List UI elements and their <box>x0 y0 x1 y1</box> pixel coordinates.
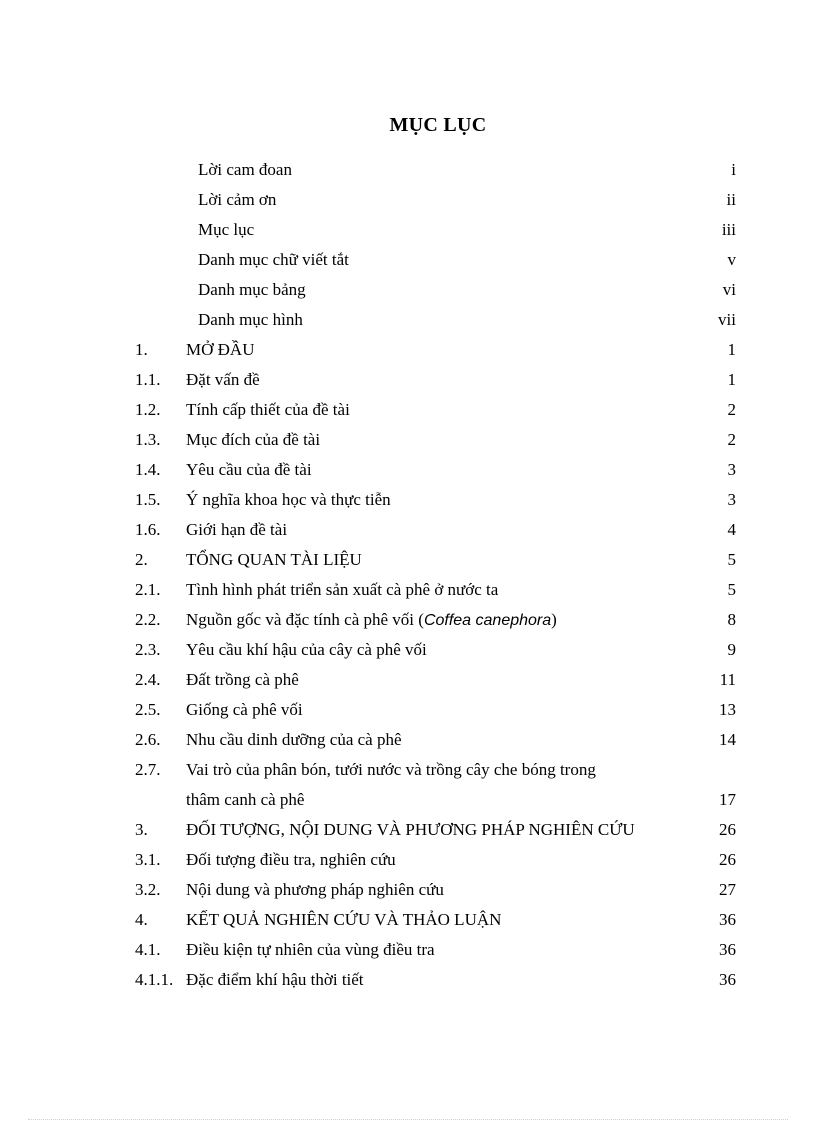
toc-entry <box>0 545 816 575</box>
toc-entry-page-number: 26 <box>719 850 736 869</box>
toc-entry <box>0 635 816 665</box>
toc-entry <box>0 575 816 605</box>
toc-entry <box>0 935 816 965</box>
toc-entry-title-text: Đối tượng điều tra, nghiên cứu <box>186 850 396 869</box>
toc-entry-title <box>186 605 557 636</box>
toc-entry-number: 2.4. <box>135 670 161 689</box>
page-bottom-divider <box>28 1119 788 1120</box>
toc-entry-title-text: Nguồn gốc và đặc tính cà phê vối ( <box>186 610 424 629</box>
toc-entry-title-text: TỔNG QUAN TÀI LIỆU <box>186 550 362 569</box>
toc-entry-number: 1. <box>135 340 148 359</box>
toc-entry-title <box>186 545 362 575</box>
toc-entry-title-text: Danh mục hình <box>198 310 303 329</box>
toc-entry-page-number: v <box>727 250 736 269</box>
toc-entry-title <box>186 905 501 935</box>
toc-entry-number: 1.1. <box>135 370 161 389</box>
toc-entry <box>0 185 816 215</box>
toc-entry-page-number: 26 <box>719 820 736 839</box>
toc-entry <box>0 365 816 395</box>
toc-entry-number: 3. <box>135 820 148 839</box>
toc-entry-title <box>186 635 427 665</box>
toc-entry-number: 1.3. <box>135 430 161 449</box>
toc-entry-number: 2.1. <box>135 580 161 599</box>
toc-entry <box>0 755 816 785</box>
toc-entry-title-text: Nhu cầu dinh dưỡng của cà phê <box>186 730 402 749</box>
toc-entry <box>0 515 816 545</box>
toc-entry-page-number: 36 <box>719 940 736 959</box>
toc-entry-title-text: Đặt vấn đề <box>186 370 260 389</box>
toc-entry-title <box>198 185 276 215</box>
toc-entry-number: 2.7. <box>135 760 161 779</box>
toc-entry-page-number: 17 <box>719 790 736 809</box>
toc-entry <box>0 875 816 905</box>
toc-entry-page-number: 1 <box>727 340 736 359</box>
toc-entry <box>0 665 816 695</box>
toc-entry-page-number: vii <box>718 310 736 329</box>
toc-entry-page-number: 5 <box>727 580 736 599</box>
toc-entry <box>0 785 816 815</box>
toc-entry-number: 4. <box>135 910 148 929</box>
toc-entry-title-text: Giới hạn đề tài <box>186 520 288 539</box>
toc-entry-title-text: KẾT QUẢ NGHIÊN CỨU VÀ THẢO LUẬN <box>186 910 502 929</box>
toc-entry-title-text: Tình hình phát triển sản xuất cà phê ở nước ta <box>186 580 499 599</box>
toc-entry-page-number: ii <box>726 190 736 209</box>
toc-entry-title <box>186 725 402 755</box>
toc-entry-title <box>186 875 444 905</box>
toc-entry-title <box>186 695 303 725</box>
toc-entry-title <box>186 815 635 845</box>
toc-entry-title <box>186 935 435 965</box>
toc-entry-number: 4.1.1. <box>135 970 174 989</box>
toc-entry-title-text: Mục đích của đề tài <box>186 430 321 449</box>
toc-entry-title <box>186 455 312 485</box>
toc-entry-page-number: 9 <box>727 640 736 659</box>
toc-entry-page-number: 13 <box>719 700 736 719</box>
toc-entry-number: 4.1. <box>135 940 161 959</box>
toc-entry-title <box>198 275 306 305</box>
page-title: MỤC LỤC <box>389 114 487 136</box>
toc-entry-page-number: 36 <box>719 910 736 929</box>
toc-entry-page-number: 2 <box>727 400 736 419</box>
toc-entry-title-text: Ý nghĩa khoa học và thực tiễn <box>186 490 391 509</box>
toc-entry-title <box>186 665 299 695</box>
toc-entry-page-number: i <box>731 160 736 179</box>
toc-entry <box>0 485 816 515</box>
toc-entry-title-text: Vai trò của phân bón, tưới nước và trồng cây che bóng trong <box>186 760 596 779</box>
toc-entry-title-text: Danh mục chữ viết tắt <box>198 250 349 269</box>
toc-entry <box>0 845 816 875</box>
toc-entry-number: 2.5. <box>135 700 161 719</box>
toc-entry-title-text: Nội dung và phương pháp nghiên cứu <box>186 880 444 899</box>
toc-entry-page-number: 5 <box>727 550 736 569</box>
toc-entry-page-number: 14 <box>719 730 736 749</box>
toc-entry-title-suffix: ) <box>551 610 557 629</box>
toc-entry-title-italic: Coffea canephora <box>423 612 552 629</box>
toc-entry <box>0 425 816 455</box>
toc-entry-number: 2.6. <box>135 730 161 749</box>
toc-entry-title-text: Đất trồng cà phê <box>186 670 299 689</box>
toc-entry-title <box>186 575 498 605</box>
toc-entry-number: 3.2. <box>135 880 161 899</box>
toc-entry-number: 1.6. <box>135 520 161 539</box>
toc-entry <box>0 215 816 245</box>
toc-entry-title-text: ĐỐI TƯỢNG, NỘI DUNG VÀ PHƯƠNG PHÁP NGHIÊN CỨU <box>186 820 635 839</box>
toc-entry-page-number: 36 <box>719 970 736 989</box>
toc-entry-title-text: MỞ ĐẦU <box>186 340 255 359</box>
toc-entry <box>0 905 816 935</box>
toc-entry-page-number: 1 <box>727 370 736 389</box>
toc-entry-title <box>198 215 254 245</box>
toc-entry-page-number: 4 <box>727 520 736 539</box>
toc-entry-title-text: Lời cảm ơn <box>198 190 277 209</box>
toc-entry <box>0 275 816 305</box>
toc-entry-number: 1.4. <box>135 460 161 479</box>
toc-entry-title-text: Mục lục <box>198 220 255 239</box>
toc-entry-number: 1.5. <box>135 490 161 509</box>
toc-entry-page-number: 11 <box>719 670 736 689</box>
toc-entry-title-text: Lời cam đoan <box>198 160 292 179</box>
toc-entry-title <box>186 335 254 365</box>
toc-entry <box>0 965 816 995</box>
toc-entry-title-text: Tính cấp thiết của đề tài <box>186 400 350 419</box>
toc-entry-title <box>186 785 304 815</box>
toc-entry-number: 2.2. <box>135 610 161 629</box>
toc-entry-page-number: iii <box>721 220 736 239</box>
toc-entry-number: 2.3. <box>135 640 161 659</box>
toc-entry-title-text: Yêu cầu của đề tài <box>186 460 312 479</box>
table-of-contents <box>0 155 816 995</box>
toc-entry-title-text: Giống cà phê vối <box>186 700 303 719</box>
toc-entry-title-text: Yêu cầu khí hậu của cây cà phê vối <box>186 640 427 659</box>
toc-entry-number: 1.2. <box>135 400 161 419</box>
toc-entry-title-text: Điều kiện tự nhiên của vùng điều tra <box>186 940 435 959</box>
toc-entry-number: 3.1. <box>135 850 161 869</box>
toc-entry-title <box>186 365 260 395</box>
toc-entry <box>0 305 816 335</box>
toc-entry <box>0 155 816 185</box>
toc-entry <box>0 725 816 755</box>
toc-entry-page-number: 3 <box>727 490 736 509</box>
toc-entry <box>0 395 816 425</box>
toc-entry-title <box>186 845 396 875</box>
toc-entry-title-text: Danh mục bảng <box>198 280 306 299</box>
toc-entry-title <box>186 485 391 515</box>
toc-entry-title <box>198 305 303 335</box>
toc-entry-page-number: 8 <box>727 610 736 629</box>
toc-entry <box>0 335 816 365</box>
toc-entry-title-text: Đặc điểm khí hậu thời tiết <box>186 970 364 989</box>
toc-entry-title <box>198 245 349 275</box>
toc-entry-title-text: thâm canh cà phê <box>186 790 305 809</box>
toc-entry <box>0 605 816 635</box>
toc-entry-title <box>186 965 364 995</box>
toc-entry <box>0 455 816 485</box>
toc-entry-page-number: vi <box>722 280 736 299</box>
toc-entry-page-number: 27 <box>719 880 736 899</box>
toc-entry-title <box>186 755 596 785</box>
toc-entry-page-number: 3 <box>727 460 736 479</box>
toc-entry-title <box>198 155 292 185</box>
toc-entry-page-number: 2 <box>727 430 736 449</box>
toc-entry <box>0 245 816 275</box>
toc-entry-title <box>186 515 287 545</box>
toc-entry-number: 2. <box>135 550 148 569</box>
toc-entry-title <box>186 425 320 455</box>
toc-entry <box>0 695 816 725</box>
toc-entry <box>0 815 816 845</box>
toc-entry-title <box>186 395 350 425</box>
